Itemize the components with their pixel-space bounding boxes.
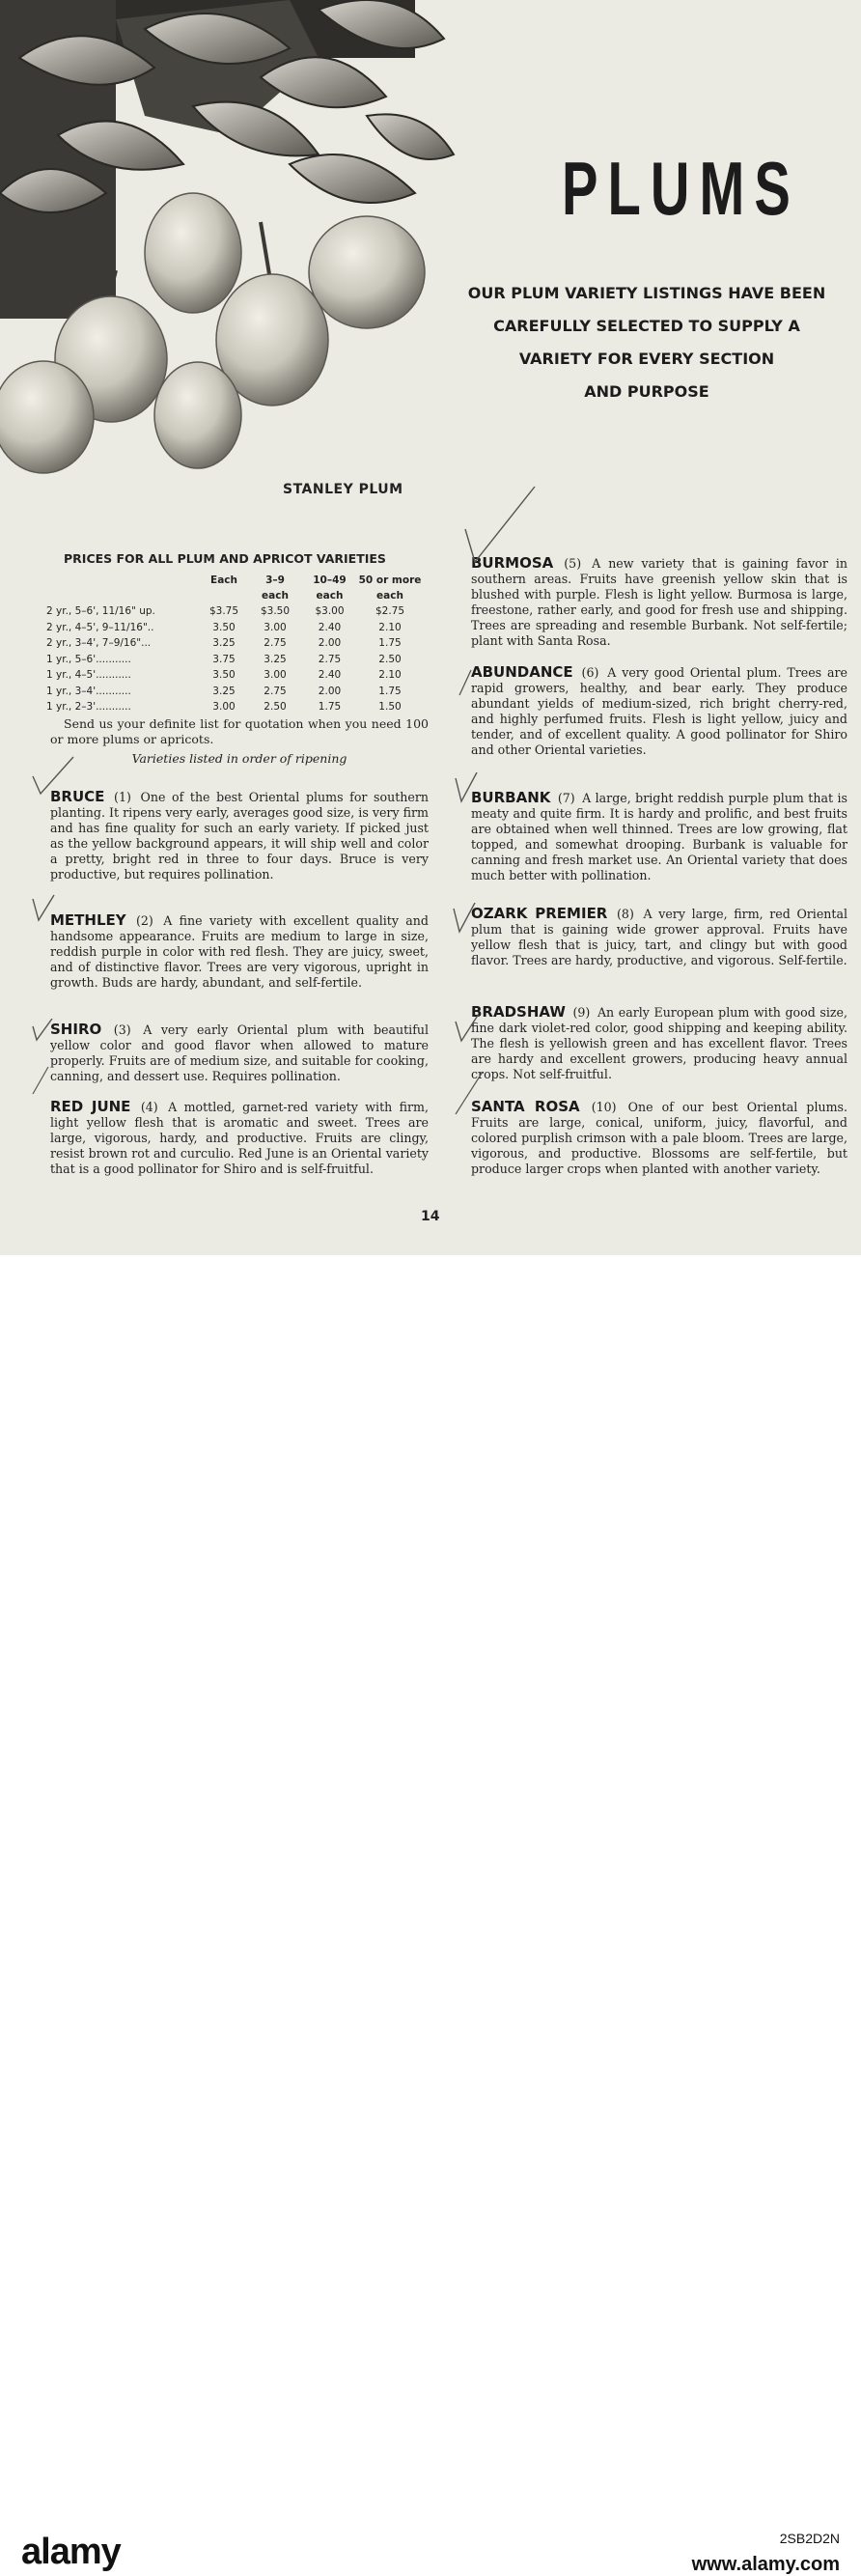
price-cell-p50: 1.75 (378, 685, 402, 697)
site-url: www.alamy.com (691, 2554, 840, 2575)
price-cell-size: 2 yr., 3–4', 7–9/16"... (46, 637, 152, 650)
price-cell-p10-49: 2.40 (318, 621, 342, 633)
stock-footer-bar (0, 1255, 861, 2575)
photo-caption: STANLEY PLUM (283, 482, 403, 497)
variety-description: One of our best Oriental plums. Fruits are large, conical, uniform, juicy, flavorful, and colored purplish crimson with a pale bloom. Trees are large, vigorous, and productive. Blossoms are self-fertile, but produce larger crops when planted with another variety. (471, 1100, 848, 1176)
variety-description: A very early Oriental plum with beautiful yellow color and good flavor when allowed to mature properly. Fruits are of medium size, and suitable for cooking, canning, and dessert use. Requires pollination. (50, 1022, 429, 1083)
header-size (46, 573, 201, 588)
price-cell-each: 3.25 (212, 685, 236, 697)
price-cell-each: 3.50 (212, 669, 236, 682)
variety-name: OZARK PREMIER (471, 905, 608, 922)
price-cell-each: 3.75 (212, 653, 236, 665)
image-id: 2SB2D2N (779, 2531, 840, 2546)
price-cell-p10-49: 1.75 (318, 701, 342, 714)
header-each: Each (210, 574, 237, 586)
price-cell-each: 3.00 (212, 701, 236, 714)
price-cell-each: $3.75 (208, 605, 239, 618)
price-cell-p10-49: 2.75 (318, 653, 342, 665)
ripening-note: Varieties listed in order of ripening (131, 751, 347, 766)
header-50-more-each: each (376, 590, 403, 602)
variety-description: An early European plum with good size, fine dark violet-red color, good shipping and keeping ability. The flesh is yellowish green and has excellent flavor. Trees are hardy and excellent growers, producing heavy annual crops. Not self-fruitful. (471, 1005, 847, 1081)
check-mark-icon (454, 666, 483, 705)
price-cell-size: 1 yr., 3–4'........... (46, 685, 131, 697)
variety-name: BRUCE (50, 788, 105, 805)
price-cell-p3-9: 3.00 (264, 669, 287, 682)
price-row (46, 699, 424, 715)
variety-number: (4) (140, 1100, 158, 1114)
variety-description: One of the best Oriental plums for southern planting. It ripens very early, averages good size, is very firm and has fine quality for such an early variety. If picked just as the yellow background appears, it will ship well and color a pretty, bright red in three to four days. Bruce is very productive, but requires pollination. (50, 790, 429, 882)
price-table-header-row (46, 588, 424, 603)
price-cell-p3-9: 2.50 (264, 701, 287, 714)
variety-entry (471, 1099, 847, 1177)
price-cell-p10-49: 2.40 (318, 669, 342, 682)
variety-name: METHLEY (50, 911, 126, 929)
variety-entry (471, 555, 847, 649)
variety-description: A mottled, garnet-red variety with firm, light yellow flesh that is aromatic and sweet. Trees are large, vigorous, hardy, and productive. Fruits are clingy, resist brown rot and curculio. Red June is an Oriental variety that is a good pollinator for Shiro and is self-fruitful. (50, 1100, 429, 1176)
subtitle-line: VARIETY FOR EVERY SECTION (518, 350, 775, 368)
price-row (46, 635, 424, 652)
header-size (46, 588, 201, 603)
variety-description: A new variety that is gaining favor in southern areas. Fruits have greenish yellow skin that is blushed with purple. Flesh is light yellow. Burmosa is large, freestone, rather early, and good for fresh use and shipping. Trees are spreading and resemble Burbank. Not self-fertile; plant with Santa Rosa. (471, 556, 847, 648)
price-cell-size: 1 yr., 2–3'........... (46, 701, 131, 714)
price-cell-p50: 2.10 (378, 621, 402, 633)
price-cell-p3-9: 3.00 (264, 621, 287, 633)
price-cell-p3-9: 2.75 (264, 637, 287, 650)
price-row (46, 667, 424, 684)
subtitle-line: OUR PLUM VARIETY LISTINGS HAVE BEEN (467, 284, 826, 302)
page-subtitle (463, 277, 830, 408)
variety-name: RED JUNE (50, 1098, 131, 1115)
check-mark-icon (454, 481, 541, 568)
subtitle-line: AND PURPOSE (584, 382, 709, 401)
variety-entry (471, 1004, 847, 1082)
price-row (46, 652, 424, 668)
variety-name: BURMOSA (471, 554, 554, 572)
price-cell-each: 3.50 (212, 621, 236, 633)
price-cell-each: 3.25 (212, 637, 236, 650)
variety-entry (471, 906, 847, 968)
header-3-9-each: each (262, 590, 289, 602)
header-3-9: 3–9 (265, 574, 285, 586)
variety-number: (7) (557, 791, 575, 805)
price-cell-p3-9: 3.25 (264, 653, 287, 665)
price-cell-p10-49: 2.00 (318, 685, 342, 697)
variety-number: (3) (113, 1022, 131, 1037)
variety-description: A fine variety with excellent quality and handsome appearance. Fruits are medium to large in size, reddish purple in color with red flesh. They are juicy, sweet, and of distinctive flavor. Trees are very vigorous, upright in growth. Buds are hardy, abundant, and self-fertile. (50, 913, 429, 990)
price-table-header-row (46, 573, 424, 588)
variety-entry (471, 790, 847, 883)
check-mark-icon (450, 1014, 488, 1120)
variety-number: (6) (581, 665, 599, 680)
variety-name: SHIRO (50, 1021, 102, 1038)
price-row (46, 684, 424, 700)
check-mark-icon (29, 893, 58, 927)
stanley-plum-photo (0, 0, 458, 478)
variety-description: A very large, firm, red Oriental plum that is gaining wide grower approval. Fruits have yellow flesh that is juicy, tart, and clingy but with good flavor. Trees are hardy, productive, and vigorous. Self-fertile. (471, 907, 847, 967)
alamy-logo: alamy (21, 2532, 121, 2572)
price-cell-p50: 2.50 (378, 653, 402, 665)
variety-description: A large, bright reddish purple plum that is meaty and quite firm. It is hardy and prolific, and best fruits are obtained when well thinned. Trees are low growing, flat topped, and somewhat drooping. Burbank is valuable for canning and fresh market use. An Oriental variety that does much better with pollination. (471, 791, 847, 882)
variety-entry (471, 664, 847, 758)
price-cell-size: 2 yr., 5–6', 11/16" up. (46, 605, 155, 618)
check-mark-icon (27, 1019, 56, 1096)
prices-title: PRICES FOR ALL PLUM AND APRICOT VARIETIES (64, 551, 386, 566)
variety-number: (1) (114, 790, 131, 804)
price-cell-p50: 1.75 (378, 637, 402, 650)
price-cell-p10-49: $3.00 (315, 605, 345, 618)
variety-number: (10) (591, 1100, 617, 1114)
price-cell-p50: 2.10 (378, 669, 402, 682)
subtitle-line: CAREFULLY SELECTED TO SUPPLY A (493, 317, 800, 335)
check-mark-icon (452, 772, 481, 811)
price-row (46, 620, 424, 636)
price-cell-p50: $2.75 (375, 605, 405, 618)
price-cell-p3-9: 2.75 (264, 685, 287, 697)
header-10-49-each: each (316, 590, 344, 602)
price-cell-p3-9: $3.50 (260, 605, 291, 618)
page-number: 14 (421, 1209, 440, 1224)
variety-description: A very good Oriental plum. Trees are rapid growers, healthy, and bear early. They produce abundant yields of medium-sized, rich bright cherry-red, and highly perfumed fruits. Flesh is light yellow, juicy and tender, and of excellent quality. A good pollinator for Shiro and other Oriental varieties. (471, 665, 847, 757)
variety-entry (50, 1099, 429, 1177)
variety-number: (8) (617, 907, 634, 921)
variety-number: (2) (136, 913, 153, 928)
price-cell-size: 1 yr., 5–6'........... (46, 653, 131, 665)
variety-name: BRADSHAW (471, 1003, 566, 1021)
header-10-49: 10–49 (313, 574, 347, 586)
check-mark-icon (450, 903, 479, 941)
variety-number: (5) (564, 556, 582, 571)
price-table (46, 573, 424, 715)
variety-number: (9) (572, 1005, 591, 1020)
price-cell-size: 1 yr., 4–5'........... (46, 669, 131, 682)
check-mark-icon (29, 755, 77, 798)
price-cell-p10-49: 2.00 (318, 637, 342, 650)
variety-name: SANTA ROSA (471, 1098, 580, 1115)
variety-name: ABUNDANCE (471, 663, 573, 681)
page-title: PLUMS (562, 146, 800, 231)
variety-entry (50, 1022, 429, 1084)
variety-entry (50, 912, 429, 991)
price-cell-p50: 1.50 (378, 701, 402, 714)
quotation-note: Send us your definite list for quotation when you need 100 or more plums or apricots. (50, 716, 429, 746)
header-50-more: 50 or more (358, 574, 422, 586)
variety-entry (50, 789, 429, 882)
catalog-page (0, 0, 861, 1255)
header-each-blank (201, 588, 247, 603)
variety-name: BURBANK (471, 789, 551, 806)
price-row (46, 603, 424, 620)
price-cell-size: 2 yr., 4–5', 9–11/16".. (46, 621, 154, 633)
